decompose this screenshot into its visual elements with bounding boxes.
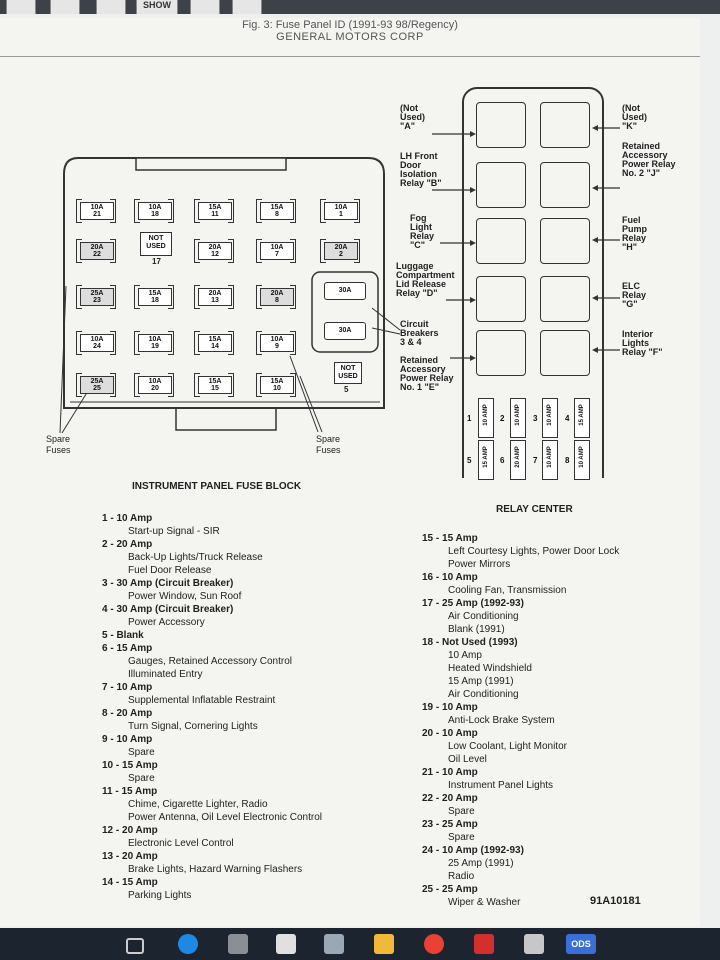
fuse-14 — [194, 328, 234, 356]
mini-fuse-amp: 10 AMP — [547, 404, 553, 426]
fuse-5-not-used: NOT USED — [334, 362, 362, 384]
relay-label-F: Interior Lights Relay "F" — [622, 329, 663, 357]
legend-fuse-heading: 11 - 15 Amp — [102, 786, 158, 797]
legend-fuse-description: Left Courtesy Lights, Power Door Lock — [448, 546, 620, 557]
fuse-5-number: 5 — [344, 385, 349, 394]
legend-fuse-description: Spare — [448, 806, 475, 817]
legend-fuse-heading: 19 - 10 Amp — [422, 702, 478, 713]
fuse-number: 18 — [138, 297, 172, 306]
circuit-breaker-4: 30A — [324, 322, 366, 340]
corporation-name: GENERAL MOTORS CORP — [276, 31, 424, 43]
fuse-amp: 10A — [260, 242, 294, 253]
fuse-23 — [76, 282, 116, 310]
legend-fuse-heading: 16 - 10 Amp — [422, 572, 478, 583]
legend-fuse-heading: 1 - 10 Amp — [102, 513, 153, 524]
relay-label-A: (Not Used) "A" — [400, 103, 426, 131]
legend-fuse-description: Air Conditioning — [448, 689, 519, 700]
relay-label-K: (Not Used) "K" — [622, 103, 648, 131]
figure-code: 91A10181 — [590, 895, 641, 907]
fuse-amp: 10A — [80, 202, 114, 213]
fuse-amp: 10A — [260, 334, 294, 345]
mini-fuse-amp: 10 AMP — [547, 446, 553, 468]
legend-fuse-description: Power Antenna, Oil Level Electronic Control — [128, 812, 322, 823]
fuse-amp: 15A — [198, 334, 232, 345]
fuse-8b — [256, 282, 296, 310]
relay-label-breakers: Circuit Breakers 3 & 4 — [400, 319, 439, 347]
legend-fuse-description: Chime, Cigarette Lighter, Radio — [128, 799, 268, 810]
fuse-11 — [194, 196, 234, 224]
legend-fuse-description: Radio — [448, 871, 475, 882]
legend-fuse-heading: 21 - 10 Amp — [422, 767, 478, 778]
fuse-number: 20 — [138, 385, 172, 394]
fuse-number: 22 — [80, 251, 114, 260]
fuse-amp: 10A — [138, 334, 172, 345]
task-view-icon[interactable] — [126, 938, 144, 954]
fuse-number: 14 — [198, 343, 232, 352]
mini-fuse-4 — [574, 398, 590, 438]
fuse-amp: 10A — [324, 202, 358, 213]
fuse-amp: 10A — [138, 202, 172, 213]
fuse-9 — [256, 328, 296, 356]
legend-fuse-description: Turn Signal, Cornering Lights — [128, 721, 258, 732]
mini-fuse-number: 1 — [467, 414, 472, 423]
relay-label-B: LH Front Door Isolation Relay "B" — [400, 151, 442, 188]
legend-fuse-description: Brake Lights, Hazard Warning Flashers — [128, 864, 303, 875]
fuse-number: 8 — [260, 211, 294, 220]
legend-fuse-heading: 5 - Blank — [102, 630, 144, 641]
relay-label-H: Fuel Pump Relay "H" — [622, 215, 648, 252]
legend-fuse-description: Cooling Fan, Transmission — [448, 585, 567, 596]
legend-fuse-description: Start-up Signal - SIR — [128, 526, 220, 537]
fuse-amp: 15A — [138, 288, 172, 299]
legend-fuse-heading: 2 - 20 Amp — [102, 539, 153, 550]
document-page — [0, 18, 700, 926]
legend-fuse-description: 25 Amp (1991) — [448, 858, 514, 869]
spare-fuses-left: Spare Fuses — [46, 434, 71, 455]
fuse-13 — [194, 282, 234, 310]
mini-fuse-6 — [510, 440, 526, 480]
fuse-25 — [76, 370, 116, 398]
mini-fuse-number: 3 — [533, 414, 538, 423]
fuse-number: 23 — [80, 297, 114, 306]
fuse-number: 21 — [80, 211, 114, 220]
legend-fuse-description: Wiper & Washer — [448, 897, 521, 908]
fuse-number: 8 — [260, 297, 294, 306]
mini-fuse-1 — [478, 398, 494, 438]
legend-fuse-description: Oil Level — [448, 754, 487, 765]
legend-fuse-heading: 18 - Not Used (1993) — [422, 637, 518, 648]
relay-center-title: RELAY CENTER — [496, 504, 573, 515]
legend-fuse-heading: 4 - 30 Amp (Circuit Breaker) — [102, 604, 234, 615]
legend-fuse-description: Power Mirrors — [448, 559, 511, 570]
fuse-24 — [76, 328, 116, 356]
legend-fuse-description: Spare — [128, 747, 155, 758]
legend-left-column — [102, 512, 402, 902]
legend-fuse-heading: 22 - 20 Amp — [422, 793, 478, 804]
relay-J — [540, 162, 590, 208]
fuse-amp: 15A — [260, 202, 294, 213]
fuse-number: 18 — [138, 211, 172, 220]
relay-C — [476, 218, 526, 264]
relay-label-J: Retained Accessory Power Relay No. 2 "J" — [622, 141, 676, 178]
legend-fuse-heading: 17 - 25 Amp (1992-93) — [422, 598, 524, 609]
fuse-amp: 20A — [198, 242, 232, 253]
relay-E — [476, 330, 526, 376]
legend-fuse-heading: 8 - 20 Amp — [102, 708, 153, 719]
chrome-icon[interactable] — [424, 934, 444, 954]
fuse-number: 12 — [198, 251, 232, 260]
legend-fuse-description: Gauges, Retained Accessory Control — [128, 656, 292, 667]
monitor-screen — [0, 14, 720, 928]
legend-fuse-description: Electronic Level Control — [128, 838, 234, 849]
fuse-2 — [320, 236, 360, 264]
fuse-amp: 20A — [260, 288, 294, 299]
legend-fuse-description: 10 Amp — [448, 650, 482, 661]
fuse-20 — [134, 370, 174, 398]
fuse-number: 11 — [198, 211, 232, 220]
fuse-number: 2 — [324, 251, 358, 260]
fuse-12 — [194, 236, 234, 264]
legend-fuse-heading: 3 - 30 Amp (Circuit Breaker) — [102, 578, 234, 589]
legend-fuse-heading: 7 - 10 Amp — [102, 682, 153, 693]
explorer-icon[interactable] — [324, 934, 344, 954]
legend-fuse-heading: 15 - 15 Amp — [422, 533, 478, 544]
pdf-icon[interactable] — [474, 934, 494, 954]
mini-fuse-amp: 20 AMP — [515, 446, 521, 468]
fuse-number: 10 — [260, 385, 294, 394]
app-icon[interactable] — [228, 934, 248, 954]
fuse-number: 15 — [198, 385, 232, 394]
mini-fuse-amp: 15 AMP — [579, 404, 585, 426]
legend-fuse-description: Fuel Door Release — [128, 565, 212, 576]
fuse-amp: 15A — [198, 202, 232, 213]
fuse-22 — [76, 236, 116, 264]
fuse-amp: 20A — [324, 242, 358, 253]
legend-fuse-heading: 23 - 25 Amp — [422, 819, 478, 830]
mini-fuse-number: 5 — [467, 456, 472, 465]
fuse-number: 7 — [260, 251, 294, 260]
relay-B — [476, 162, 526, 208]
legend-fuse-heading: 12 - 20 Amp — [102, 825, 158, 836]
fuse-7 — [256, 236, 296, 264]
fuse-amp: 25A — [80, 288, 114, 299]
fuse-block-title: INSTRUMENT PANEL FUSE BLOCK — [132, 481, 302, 492]
taskbar — [0, 928, 720, 960]
relay-D — [476, 276, 526, 322]
legend-fuse-heading: 9 - 10 Amp — [102, 734, 153, 745]
relay-K — [540, 102, 590, 148]
mini-fuse-amp: 10 AMP — [483, 404, 489, 426]
fuse-1 — [320, 196, 360, 224]
legend-fuse-description: 15 Amp (1991) — [448, 676, 514, 687]
legend-fuse-description: Spare — [128, 773, 155, 784]
legend-fuse-description: Parking Lights — [128, 890, 192, 901]
mini-fuse-amp: 10 AMP — [515, 404, 521, 426]
fuse-17-not-used: NOT USED — [140, 232, 172, 256]
mini-fuse-5 — [478, 440, 494, 480]
legend-fuse-description: Power Window, Sun Roof — [128, 591, 242, 602]
fuse-amp: 15A — [260, 376, 294, 387]
mini-fuse-number: 6 — [500, 456, 505, 465]
mini-fuse-number: 7 — [533, 456, 538, 465]
legend-right-column — [422, 532, 702, 909]
fuse-8a — [256, 196, 296, 224]
mini-fuse-number: 2 — [500, 414, 505, 423]
fuse-number: 19 — [138, 343, 172, 352]
legend-fuse-description: Anti-Lock Brake System — [448, 715, 555, 726]
relay-A — [476, 102, 526, 148]
mini-fuse-7 — [542, 440, 558, 480]
relay-G — [540, 276, 590, 322]
fuse-21 — [76, 196, 116, 224]
fuse-10 — [256, 370, 296, 398]
legend-fuse-heading: 24 - 10 Amp (1992-93) — [422, 845, 524, 856]
legend-fuse-heading: 10 - 15 Amp — [102, 760, 158, 771]
legend-fuse-description: Low Coolant, Light Monitor — [448, 741, 567, 752]
relay-label-D: Luggage Compartment Lid Release Relay "D" — [396, 261, 455, 298]
fuse-15 — [194, 370, 234, 398]
mini-fuse-amp: 10 AMP — [579, 446, 585, 468]
figure-caption: Fig. 3: Fuse Panel ID (1991-93 98/Regency) — [242, 19, 458, 31]
store-icon[interactable] — [524, 934, 544, 954]
relay-label-G: ELC Relay "G" — [622, 281, 647, 309]
legend-fuse-heading: 25 - 25 Amp — [422, 884, 478, 895]
legend-fuse-heading: 6 - 15 Amp — [102, 643, 153, 654]
legend-fuse-heading: 20 - 10 Amp — [422, 728, 478, 739]
fuse-amp: 25A — [80, 376, 114, 387]
mini-fuse-number: 4 — [565, 414, 570, 423]
fuse-amp: 10A — [80, 334, 114, 345]
legend-fuse-description: Back-Up Lights/Truck Release — [128, 552, 263, 563]
fuse-amp: 20A — [80, 242, 114, 253]
relay-F — [540, 330, 590, 376]
fuse-18b — [134, 282, 174, 310]
circuit-breaker-3: 30A — [324, 282, 366, 300]
fuse-number: 13 — [198, 297, 232, 306]
fuse-17-number: 17 — [152, 257, 161, 266]
ods-badge[interactable]: ODS — [566, 934, 596, 954]
mini-fuse-2 — [510, 398, 526, 438]
fuse-amp: 10A — [138, 376, 172, 387]
legend-fuse-heading: 13 - 20 Amp — [102, 851, 158, 862]
legend-fuse-heading: 14 - 15 Amp — [102, 877, 158, 888]
calendar-icon[interactable] — [276, 934, 296, 954]
legend-fuse-description: Heated Windshield — [448, 663, 532, 674]
legend-fuse-description: Spare — [448, 832, 475, 843]
legend-fuse-description: Power Accessory — [128, 617, 205, 628]
legend-fuse-description: Air Conditioning — [448, 611, 519, 622]
legend-fuse-description: Instrument Panel Lights — [448, 780, 554, 791]
fuse-amp: 15A — [198, 376, 232, 387]
edge-icon[interactable] — [178, 934, 198, 954]
mini-fuse-amp: 15 AMP — [483, 446, 489, 468]
relay-label-E: Retained Accessory Power Relay No. 1 "E" — [400, 355, 454, 392]
fuse-number: 24 — [80, 343, 114, 352]
relay-label-C: Fog Light Relay "C" — [410, 213, 435, 250]
fuse-amp: 20A — [198, 288, 232, 299]
legend-fuse-description: Illuminated Entry — [128, 669, 203, 680]
mini-fuse-8 — [574, 440, 590, 480]
mini-fuse-3 — [542, 398, 558, 438]
relay-H — [540, 218, 590, 264]
fuse-number: 25 — [80, 385, 114, 394]
folder-icon[interactable] — [374, 934, 394, 954]
spare-fuses-right: Spare Fuses — [316, 434, 341, 455]
fuse-number: 1 — [324, 211, 358, 220]
fuse-19 — [134, 328, 174, 356]
legend-fuse-description: Blank (1991) — [448, 624, 505, 635]
mini-fuse-number: 8 — [565, 456, 570, 465]
fuse-18a — [134, 196, 174, 224]
legend-fuse-description: Supplemental Inflatable Restraint — [128, 695, 276, 706]
fuse-number: 9 — [260, 343, 294, 352]
show-button[interactable]: SHOW — [136, 0, 178, 16]
